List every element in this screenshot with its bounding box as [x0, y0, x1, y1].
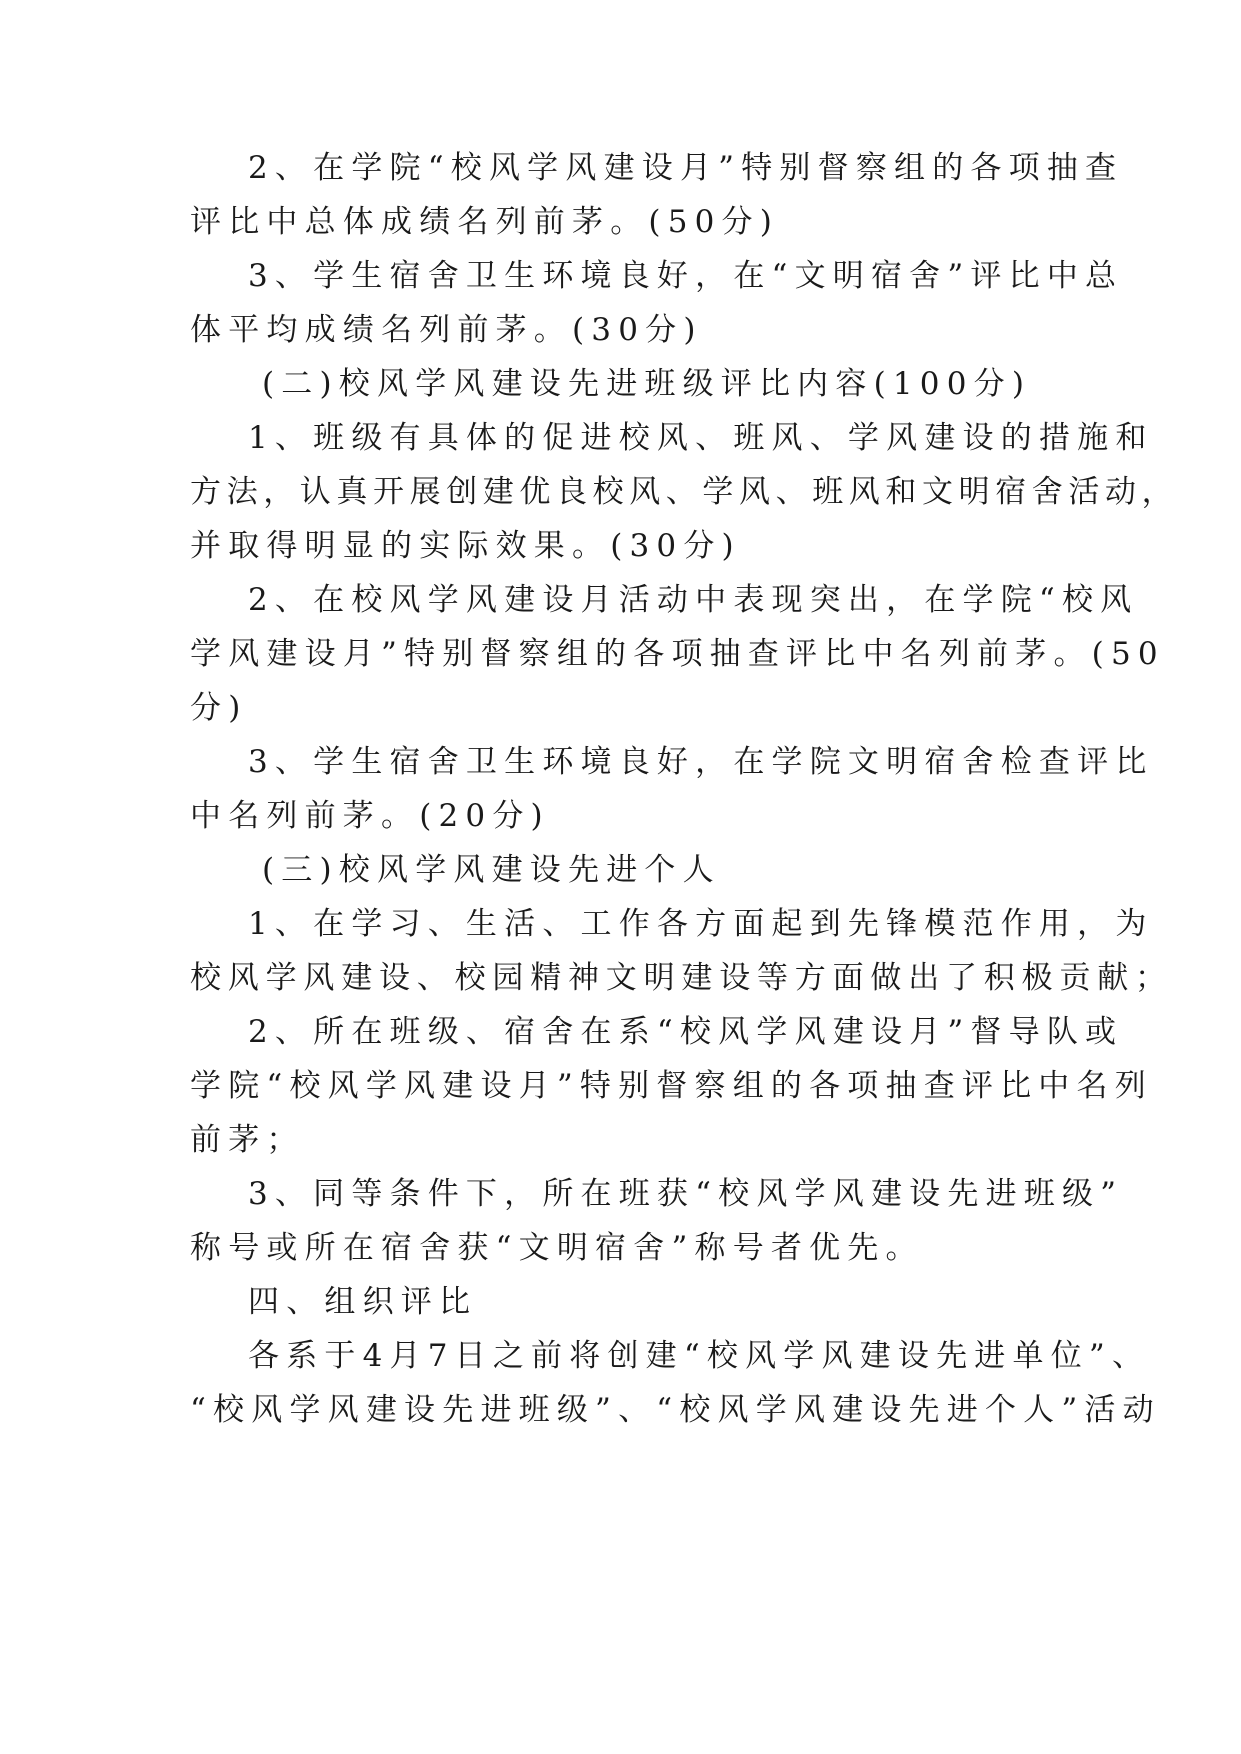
paragraph-line: 2、在学院“校风学风建设月”特别督察组的各项抽查 [248, 150, 1124, 186]
paragraph-line: 3、同等条件下，所在班获“校风学风建设先进班级” [248, 1176, 1124, 1212]
paragraph-line: 体平均成绩名列前茅。(30分) [190, 312, 703, 348]
section-heading: 四、组织评比 [248, 1284, 478, 1320]
paragraph-line: 3、学生宿舍卫生环境良好，在学院文明宿舍检查评比 [248, 744, 1154, 780]
paragraph-line: 评比中总体成绩名列前茅。(50分) [190, 204, 780, 240]
section-heading: (二)校风学风建设先进班级评比内容(100分) [262, 366, 1032, 402]
paragraph-line: 校风学风建设、校园精神文明建设等方面做出了积极贡献； [190, 960, 1173, 996]
section-heading: (三)校风学风建设先进个人 [262, 852, 721, 888]
paragraph-line: 2、所在班级、宿舍在系“校风学风建设月”督导队或 [248, 1014, 1124, 1050]
paragraph-line: 称号或所在宿舍获“文明宿舍”称号者优先。 [190, 1230, 924, 1266]
paragraph-line: 前茅； [190, 1122, 305, 1158]
paragraph-line: 学院“校风学风建设月”特别督察组的各项抽查评比中名列 [190, 1068, 1153, 1104]
paragraph-line: 学风建设月”特别督察组的各项抽查评比中名列前茅。(50 [190, 636, 1165, 672]
paragraph-line: 1、在学习、生活、工作各方面起到先锋模范作用，为 [248, 906, 1154, 942]
paragraph-line: “校风学风建设先进班级”、“校风学风建设先进个人”活动 [190, 1392, 1161, 1428]
paragraph-line: 2、在校风学风建设月活动中表现突出，在学院“校风 [248, 582, 1139, 618]
paragraph-line: 分) [190, 690, 248, 726]
paragraph-line: 1、班级有具体的促进校风、班风、学风建设的措施和 [248, 420, 1154, 456]
paragraph-line: 方法，认真开展创建优良校风、学风、班风和文明宿舍活动， [190, 474, 1179, 510]
paragraph-line: 中名列前茅。(20分) [190, 798, 550, 834]
paragraph-line: 并取得明显的实际效果。(30分) [190, 528, 741, 564]
paragraph-line: 3、学生宿舍卫生环境良好，在“文明宿舍”评比中总 [248, 258, 1124, 294]
paragraph-line: 各系于4月7日之前将创建“校风学风建设先进单位”、 [248, 1338, 1151, 1374]
